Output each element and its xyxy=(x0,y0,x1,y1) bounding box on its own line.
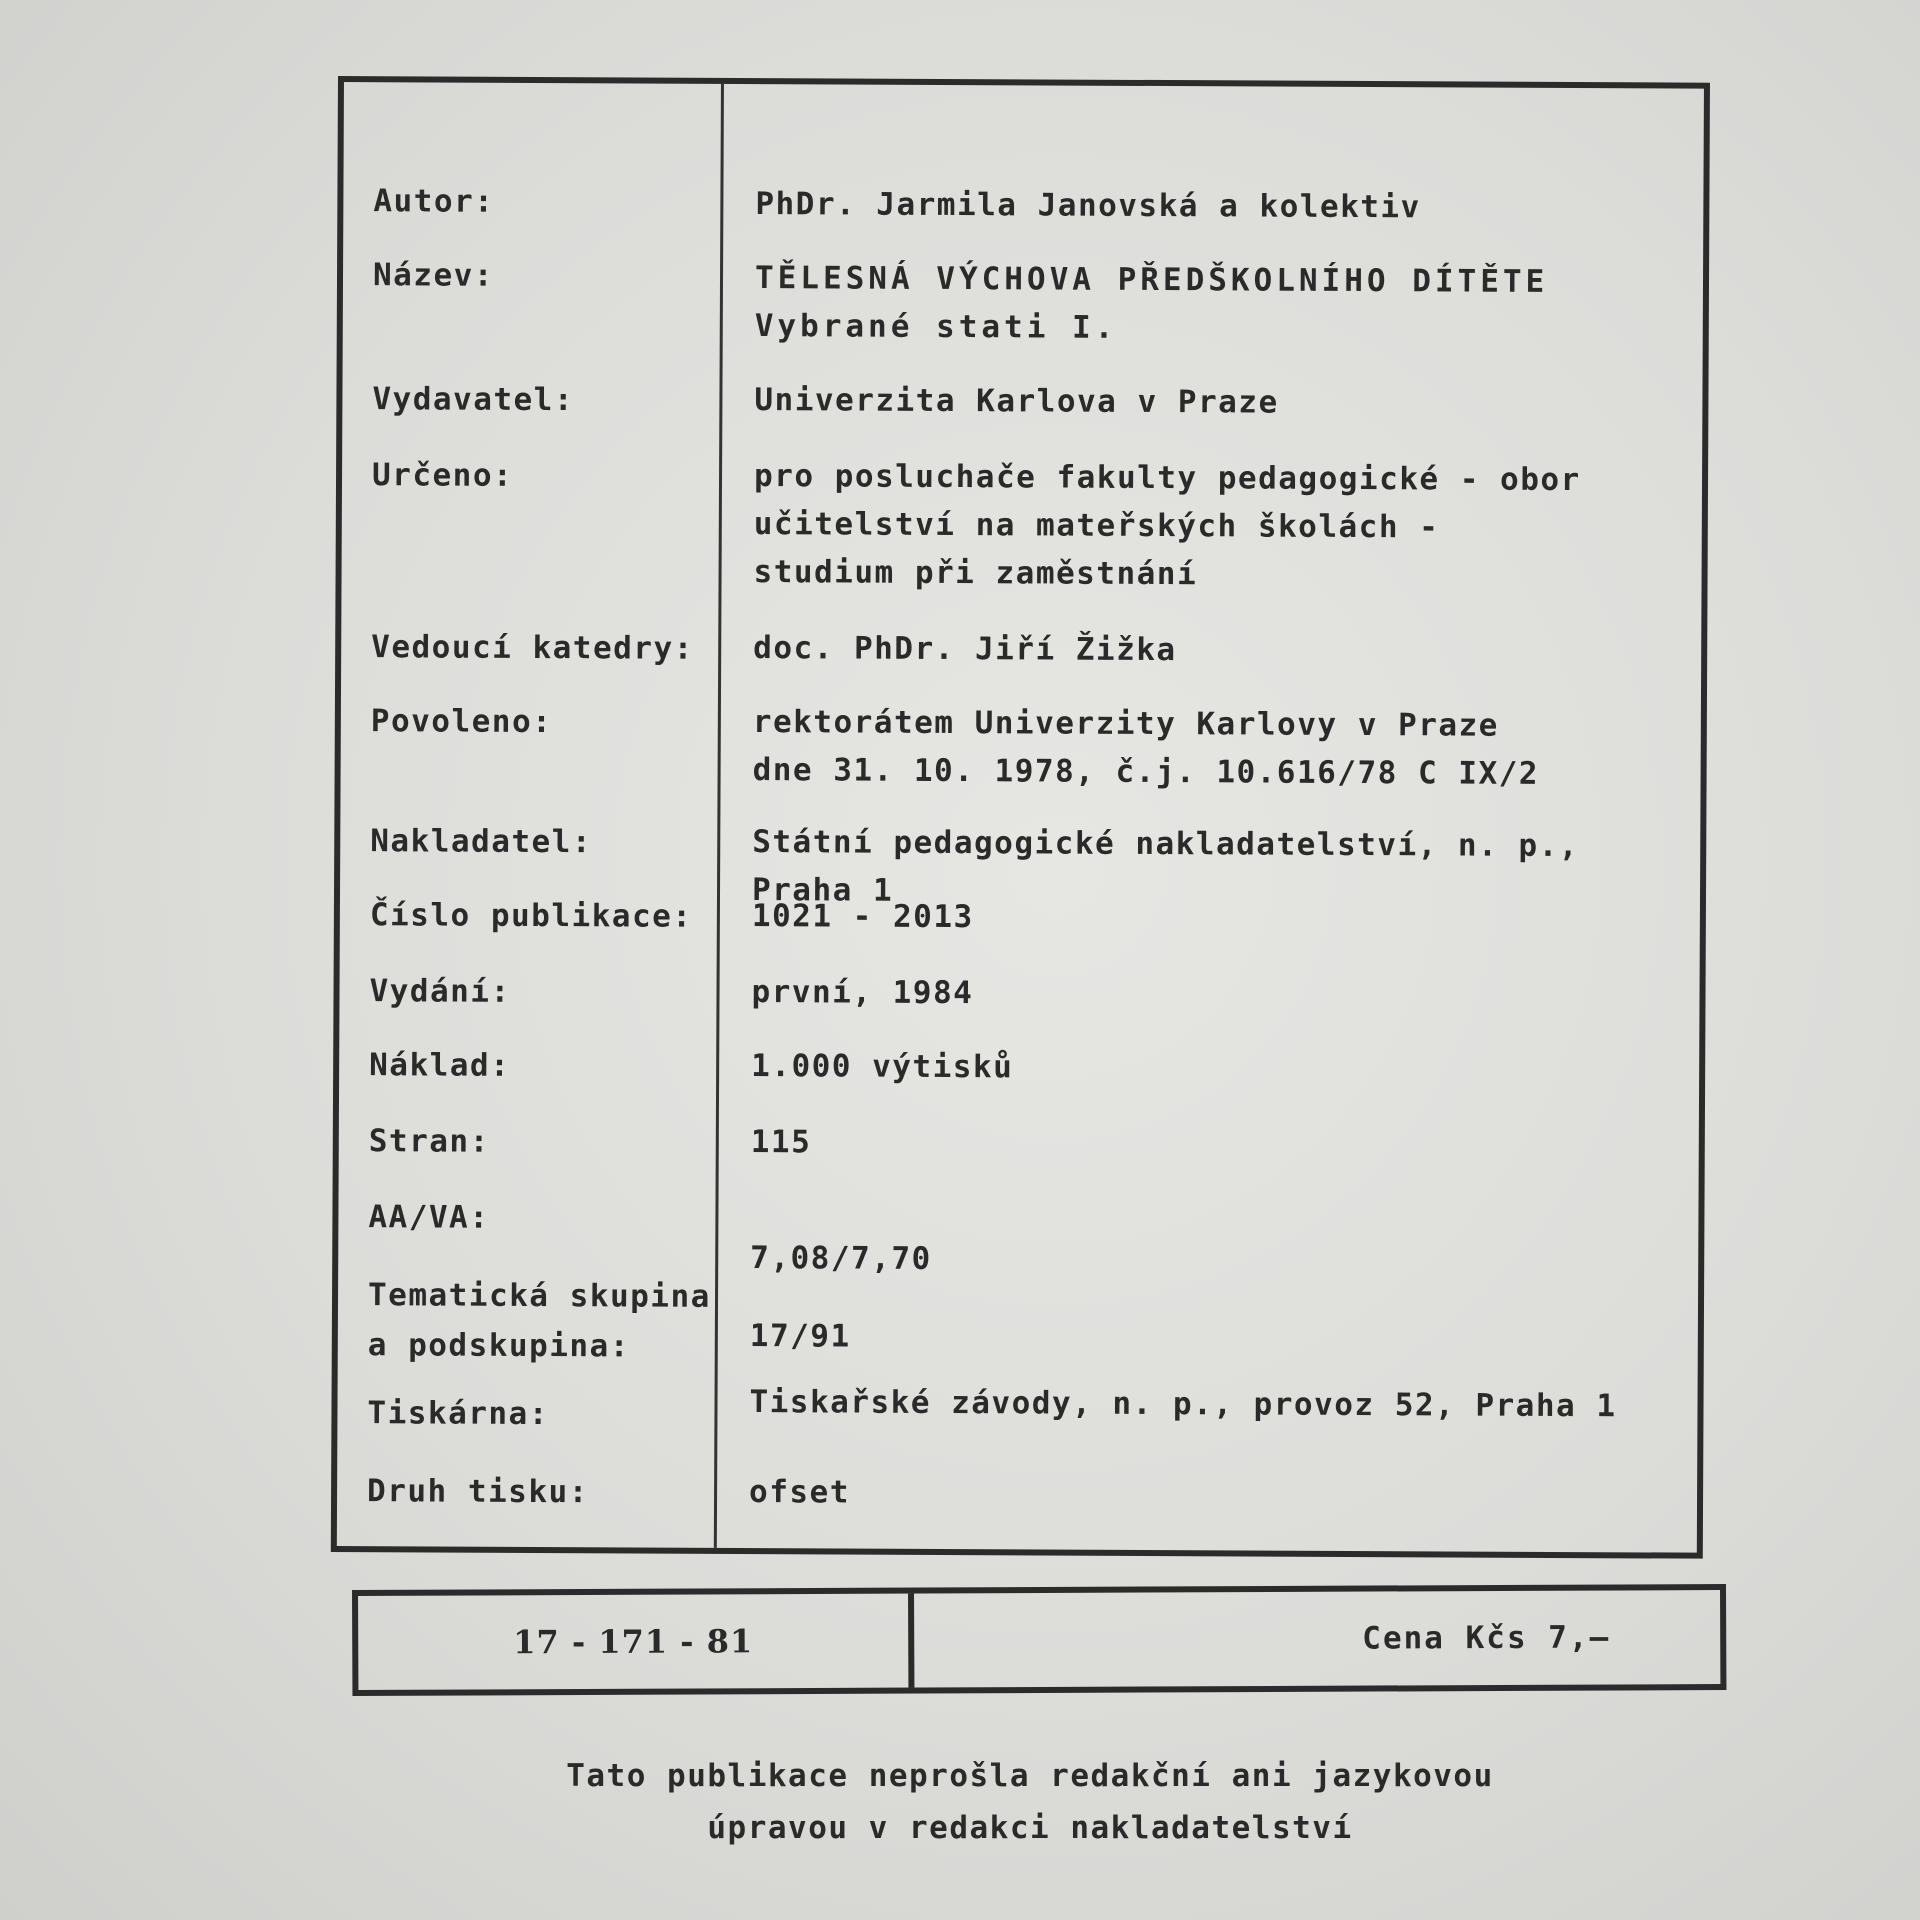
editorial-note: Tato publikace neprošla redakční ani jazykovou úpravou v redakci nakladatelství xyxy=(566,1758,1494,1846)
imprint-row-aa-va xyxy=(339,1192,1699,1277)
label-publisher: Vydavatel: xyxy=(372,381,575,419)
imprint-row-print-run xyxy=(339,1040,1699,1086)
value-printer: Tiskařské závody, n. p., provoz 52, Praha 1 xyxy=(749,1384,1617,1425)
value-head-of-department: doc. PhDr. Jiří Žižka xyxy=(753,630,1177,669)
price: Cena Kčs 7,— xyxy=(1362,1619,1611,1657)
value-intended: pro posluchače fakulty pedagogické - obor učitelství na mateřských školách - studium při zaměstnání xyxy=(753,458,1581,593)
imprint-row-author xyxy=(344,176,1704,226)
value-issuer: Státní pedagogické nakladatelství, n. p., Praha 1 xyxy=(751,824,1580,909)
value-publisher: Univerzita Karlova v Praze xyxy=(754,382,1279,421)
label-head-of-department: Vedoucí katedry: xyxy=(371,629,694,667)
value-print-type: ofset xyxy=(748,1474,850,1511)
value-edition: první, 1984 xyxy=(751,974,974,1012)
label-pages: Stran: xyxy=(368,1123,490,1160)
value-approved: rektorátem Univerzity Karlovy v Praze dne 31. 10. 1978, č.j. 10.616/78 C IX/2 xyxy=(752,704,1540,792)
imprint-box xyxy=(331,76,1710,1559)
value-author: PhDr. Jarmila Janovská a kolektiv xyxy=(755,186,1421,226)
label-issuer: Nakladatel: xyxy=(370,823,593,861)
imprint-row-intended xyxy=(342,450,1702,593)
label-publication-number: Číslo publikace: xyxy=(369,897,693,935)
price-box xyxy=(352,1584,1726,1696)
label-aa-va: AA/VA: xyxy=(368,1199,490,1236)
label-approved: Povoleno: xyxy=(370,703,553,741)
value-aa-va: 7,08/7,70 xyxy=(750,1240,932,1277)
imprint-row-edition xyxy=(340,966,1700,1012)
label-printer: Tiskárna: xyxy=(367,1395,550,1433)
value-title: TĚLESNÁ VÝCHOVA PŘEDŠKOLNÍHO DÍTĚTE Vybrané stati I. xyxy=(754,260,1549,346)
label-thematic-group: Tematická skupina a podskupina: xyxy=(367,1277,711,1365)
label-print-run: Náklad: xyxy=(369,1047,511,1084)
value-publication-number: 1021 - 2013 xyxy=(751,898,974,936)
imprint-row-approved xyxy=(341,696,1701,792)
label-title: Název: xyxy=(372,257,495,294)
label-edition: Vydání: xyxy=(369,973,511,1010)
imprint-row-title xyxy=(343,250,1703,346)
label-author: Autor: xyxy=(373,183,495,220)
price-box-divider xyxy=(908,1594,914,1688)
imprint-row-pages xyxy=(339,1116,1699,1161)
value-print-run: 1.000 výtisků xyxy=(751,1048,1014,1086)
imprint-row-printer xyxy=(338,1384,1698,1433)
publication-code: 17 - 171 - 81 xyxy=(513,1622,754,1662)
value-pages: 115 xyxy=(750,1124,812,1161)
imprint-row-head-of-department xyxy=(341,622,1701,669)
imprint-row-publisher xyxy=(343,374,1703,421)
label-intended: Určeno: xyxy=(371,457,514,494)
imprint-row-print-type xyxy=(337,1466,1697,1511)
imprint-row-issuer xyxy=(340,816,1700,909)
value-thematic-group: 17/91 xyxy=(749,1318,851,1355)
label-print-type: Druh tisku: xyxy=(366,1473,589,1511)
